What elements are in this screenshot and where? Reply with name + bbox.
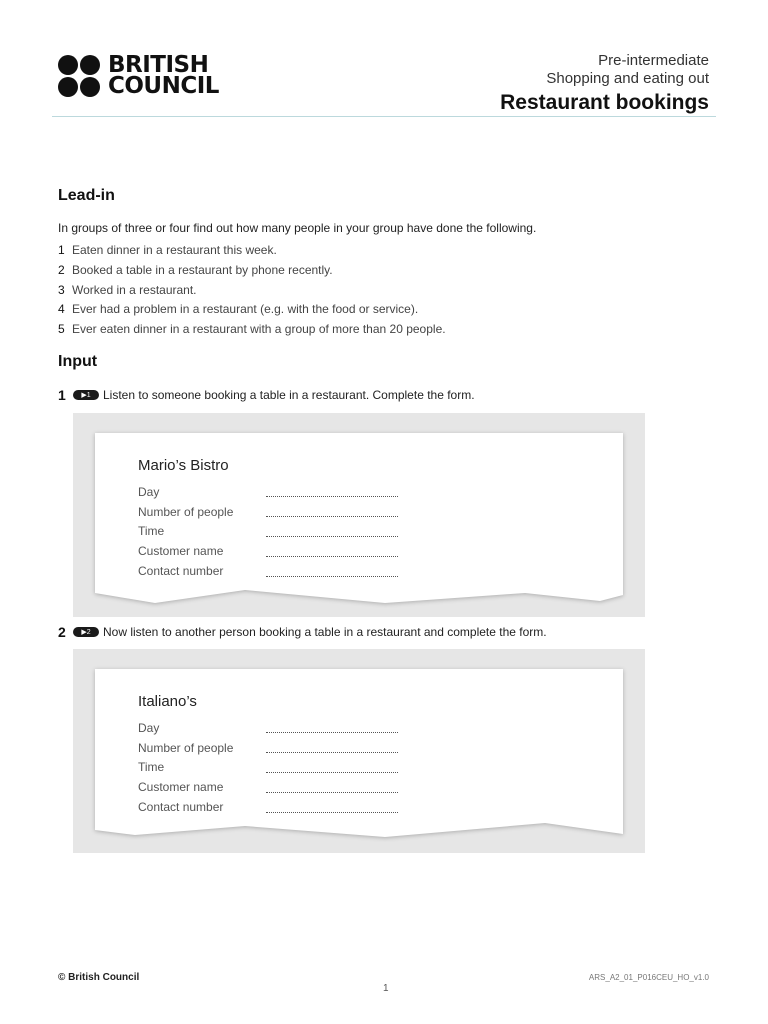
- blank-field[interactable]: [266, 762, 398, 773]
- lead-in-intro: In groups of three or four find out how many people in your group have done the following.: [58, 221, 537, 235]
- level-label: Pre-intermediate: [598, 52, 709, 69]
- blank-field[interactable]: [266, 486, 398, 497]
- blank-field[interactable]: [266, 802, 398, 813]
- form-row-day: Day: [138, 718, 398, 738]
- logo-wordmark: BRITISH COUNCIL: [108, 52, 219, 99]
- form-title: Mario’s Bistro: [138, 457, 229, 474]
- form-row-contact: Contact number: [138, 797, 398, 817]
- list-item: 3 Worked in a restaurant.: [58, 282, 197, 297]
- form-row-time: Time: [138, 522, 398, 542]
- form-row-time: Time: [138, 758, 398, 778]
- task-2-instruction: Now listen to another person booking a table in a restaurant and complete the form.: [103, 625, 547, 639]
- page-title: Restaurant bookings: [500, 91, 709, 114]
- form-row-name: Customer name: [138, 777, 398, 797]
- list-item: 4 Ever had a problem in a restaurant (e.g. with the food or service).: [58, 302, 419, 317]
- document-code: ARS_A2_01_P016CEU_HO_v1.0: [588, 973, 709, 982]
- lead-in-heading: Lead-in: [58, 187, 115, 204]
- blank-field[interactable]: [266, 506, 398, 517]
- task-1-instruction: Listen to someone booking a table in a restaurant. Complete the form.: [103, 388, 475, 402]
- list-item: 2 Booked a table in a restaurant by phone recently.: [58, 262, 333, 277]
- lead-in-list: [58, 241, 446, 340]
- task-2: 2 ▶ 2 Now listen to another person booking a table in a restaurant and complete the form.: [58, 624, 547, 640]
- form-row-contact: Contact number: [138, 561, 398, 581]
- task-1: 1 ▶ 1 Listen to someone booking a table in a restaurant. Complete the form.: [58, 387, 475, 403]
- list-item: 1 Eaten dinner in a restaurant this week.: [58, 243, 277, 257]
- receipt-paper: [95, 433, 623, 605]
- document-header: [500, 52, 709, 115]
- british-council-logo: [58, 52, 219, 99]
- blank-field[interactable]: [266, 566, 398, 577]
- blank-field[interactable]: [266, 742, 398, 753]
- blank-field[interactable]: [266, 782, 398, 793]
- logo-dots-icon: [58, 55, 100, 97]
- receipt-paper: [95, 669, 623, 841]
- blank-field[interactable]: [266, 546, 398, 557]
- play-track-icon[interactable]: ▶ 2: [73, 627, 99, 637]
- form-panel-2: [73, 649, 645, 853]
- form-panel-1: [73, 413, 645, 617]
- page-number: 1: [383, 983, 389, 994]
- form-row-people: Number of people: [138, 738, 398, 758]
- topic-label: Shopping and eating out: [546, 70, 709, 87]
- form-row-people: Number of people: [138, 502, 398, 522]
- blank-field[interactable]: [266, 722, 398, 733]
- header-divider: [52, 116, 716, 117]
- blank-field[interactable]: [266, 526, 398, 537]
- input-heading: Input: [58, 353, 98, 370]
- list-item: 5 Ever eaten dinner in a restaurant with a group of more than 20 people.: [58, 322, 446, 337]
- form-row-day: Day: [138, 482, 398, 502]
- booking-form-2: [138, 693, 398, 817]
- form-title: Italiano’s: [138, 693, 197, 710]
- play-track-icon[interactable]: ▶ 1: [73, 390, 99, 400]
- form-row-name: Customer name: [138, 541, 398, 561]
- booking-form-1: [138, 457, 398, 581]
- copyright: © British Council: [58, 972, 140, 983]
